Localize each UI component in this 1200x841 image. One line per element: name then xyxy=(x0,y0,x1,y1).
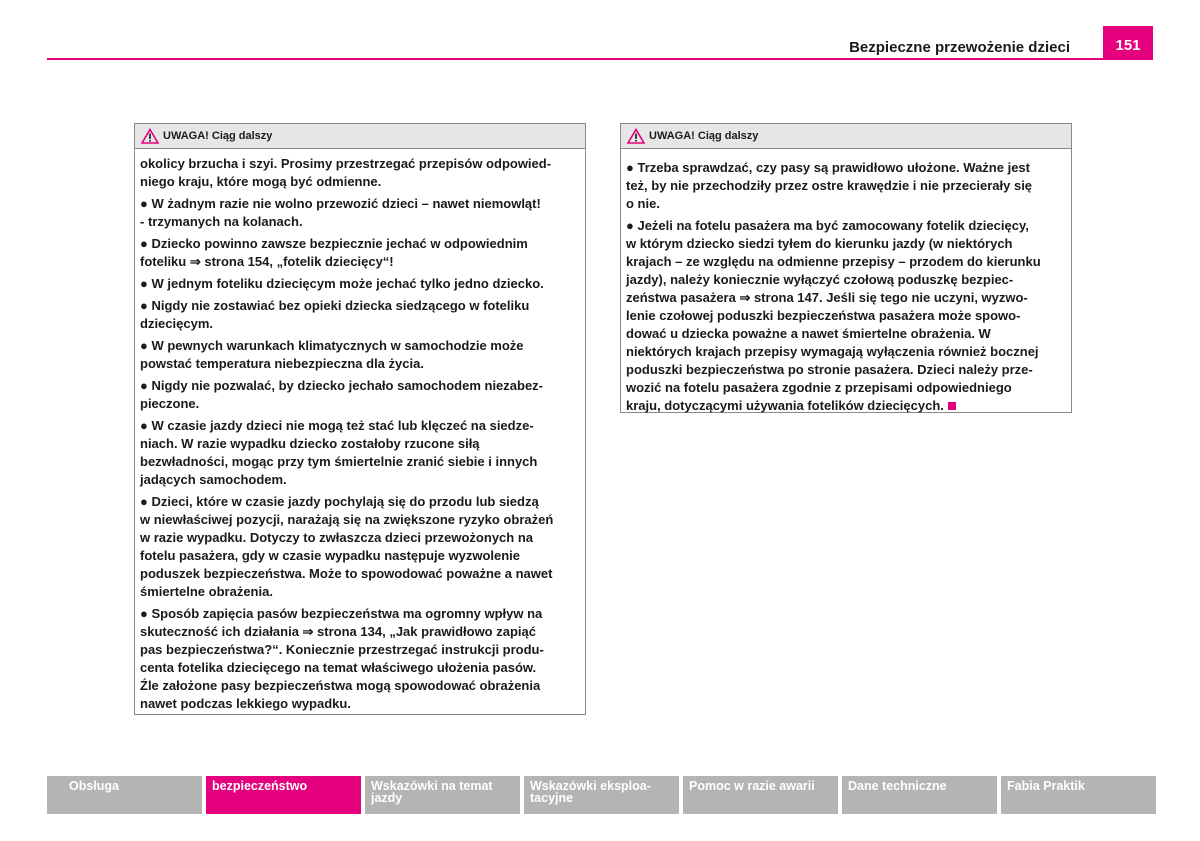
text-line: bezwładności, mogąc przy tym śmiertelnie zranić siebie i innych xyxy=(140,454,538,469)
text-line: okolicy brzucha i szyi. Prosimy przestrzegać przepisów odpowied- xyxy=(140,156,552,171)
text-line: - trzymanych na kolanach. xyxy=(140,214,303,229)
paragraph xyxy=(140,377,580,413)
paragraph xyxy=(140,337,580,373)
page-number: 151 xyxy=(1103,26,1153,60)
text-line: poduszek bezpieczeństwa. Może to spowodować poważne a nawet xyxy=(140,566,553,581)
paragraph xyxy=(140,297,580,333)
text-line: pas bezpieczeństwa?“. Koniecznie przestrzegać instrukcji produ- xyxy=(140,642,544,657)
paragraph xyxy=(626,217,1066,415)
text-line: dować u dziecka poważne a nawet śmiertelne obrażenia. W xyxy=(626,326,991,341)
warning-box-right xyxy=(620,123,1072,413)
text-line: pieczone. xyxy=(140,396,200,411)
text-line: niach. W razie wypadku dziecko zostałoby rzucone siłą xyxy=(140,436,480,451)
text-line: jazdy), należy koniecznie wyłączyć czołową poduszkę bezpiec- xyxy=(626,272,1014,287)
text-line: poduszki bezpieczeństwa po stronie pasażera. Dzieci należy prze- xyxy=(626,362,1033,377)
text-line: dziecięcym. xyxy=(140,316,213,331)
text-line: Źle założone pasy bezpieczeństwa mogą spowodować obrażenia xyxy=(140,678,541,693)
text-line: skuteczność ich działania ⇒ strona 134, „Jak prawidłowo zapiąć xyxy=(140,624,536,639)
warning-box-left xyxy=(134,123,586,715)
chapter-tab[interactable]: Fabia Praktik xyxy=(1001,776,1156,814)
text-line: niektórych krajach przepisy wymagają wyłączenia również bocznej xyxy=(626,344,1039,359)
text-line: kraju, dotyczącymi używania fotelików dziecięcych. xyxy=(626,397,1066,415)
text-line: ● Sposób zapięcia pasów bezpieczeństwa ma ogromny wpływ na xyxy=(140,606,543,621)
warning-body xyxy=(135,149,585,721)
chapter-tab[interactable]: Dane techniczne xyxy=(842,776,997,814)
text-line: w razie wypadku. Dotyczy to zwłaszcza dzieci przewożonych na xyxy=(140,530,533,545)
text-line: foteliku ⇒ strona 154, „fotelik dziecięcy“! xyxy=(140,254,394,269)
paragraph xyxy=(140,195,580,231)
text-line: w którym dziecko siedzi tyłem do kierunku jazdy (w niektórych xyxy=(626,236,1013,251)
paragraph xyxy=(140,493,580,601)
warning-header xyxy=(135,124,585,149)
chapter-tab[interactable]: bezpieczeństwo xyxy=(206,776,361,814)
section-end-icon xyxy=(948,402,956,410)
text-line: ● W jednym foteliku dziecięcym może jechać tylko jedno dziecko. xyxy=(140,276,544,291)
text-line: lenie czołowej poduszki bezpieczeństwa pasażera może spowo- xyxy=(626,308,1021,323)
text-line: ● W pewnych warunkach klimatycznych w samochodzie może xyxy=(140,338,524,353)
text-line: ● Dzieci, które w czasie jazdy pochylają się do przodu lub siedzą xyxy=(140,494,539,509)
paragraph xyxy=(140,605,580,713)
paragraph xyxy=(140,275,580,293)
paragraph xyxy=(140,417,580,489)
text-line: jadących samochodem. xyxy=(140,472,287,487)
text-line: ● Trzeba sprawdzać, czy pasy są prawidłowo ułożone. Ważne jest xyxy=(626,160,1030,175)
warning-body xyxy=(621,149,1071,423)
warning-heading: UWAGA! Ciąg dalszy xyxy=(163,130,273,142)
chapter-tab[interactable]: Wskazówki eksploa- tacyjne xyxy=(524,776,679,814)
text-line: ● W żadnym razie nie wolno przewozić dzieci – nawet niemowląt! xyxy=(140,196,541,211)
text-line: ● Nigdy nie zostawiać bez opieki dziecka siedzącego w foteliku xyxy=(140,298,530,313)
text-line: nawet podczas lekkiego wypadku. xyxy=(140,696,351,711)
text-line: ● W czasie jazdy dzieci nie mogą też stać lub klęczeć na siedze- xyxy=(140,418,534,433)
text-line: śmiertelne obrażenia. xyxy=(140,584,273,599)
header-divider xyxy=(47,58,1152,60)
warning-heading: UWAGA! Ciąg dalszy xyxy=(649,130,759,142)
chapter-tab[interactable]: Wskazówki na temat jazdy xyxy=(365,776,520,814)
text-line: krajach – ze względu na odmienne przepisy – przodem do kierunku xyxy=(626,254,1041,269)
text-line: ● Dziecko powinno zawsze bezpiecznie jechać w odpowiednim xyxy=(140,236,528,251)
warning-header xyxy=(621,124,1071,149)
text-line: też, by nie przechodziły przez ostre krawędzie i nie przecierały się xyxy=(626,178,1033,193)
text-line: o nie. xyxy=(626,196,660,211)
text-line: wozić na fotelu pasażera zgodnie z przepisami odpowiedniego xyxy=(626,380,1012,395)
text-line: fotelu pasażera, gdy w czasie wypadku następuje wyzwolenie xyxy=(140,548,521,563)
chapter-tab[interactable]: Obsługa xyxy=(47,776,202,814)
text-line: w niewłaściwej pozycji, narażają się na zwiększone ryzyko obrażeń xyxy=(140,512,554,527)
text-line: centa fotelika dziecięcego na temat właściwego ułożenia pasów. xyxy=(140,660,537,675)
warning-triangle-icon xyxy=(627,128,645,144)
chapter-tab[interactable]: Pomoc w razie awarii xyxy=(683,776,838,814)
text-line: niego kraju, które mogą być odmienne. xyxy=(140,174,382,189)
page-title: Bezpieczne przewożenie dzieci xyxy=(849,39,1070,56)
warning-triangle-icon xyxy=(141,128,159,144)
paragraph xyxy=(626,159,1066,213)
text-line: ● Nigdy nie pozwalać, by dziecko jechało samochodem niezabez- xyxy=(140,378,544,393)
chapter-nav xyxy=(47,776,1156,814)
text-line: zeństwa pasażera ⇒ strona 147. Jeśli się tego nie uczyni, wyzwo- xyxy=(626,290,1028,305)
text-line: powstać temperatura niebezpieczna dla życia. xyxy=(140,356,424,371)
text-line: ● Jeżeli na fotelu pasażera ma być zamocowany fotelik dziecięcy, xyxy=(626,218,1029,233)
paragraph xyxy=(140,235,580,271)
paragraph xyxy=(140,155,580,191)
